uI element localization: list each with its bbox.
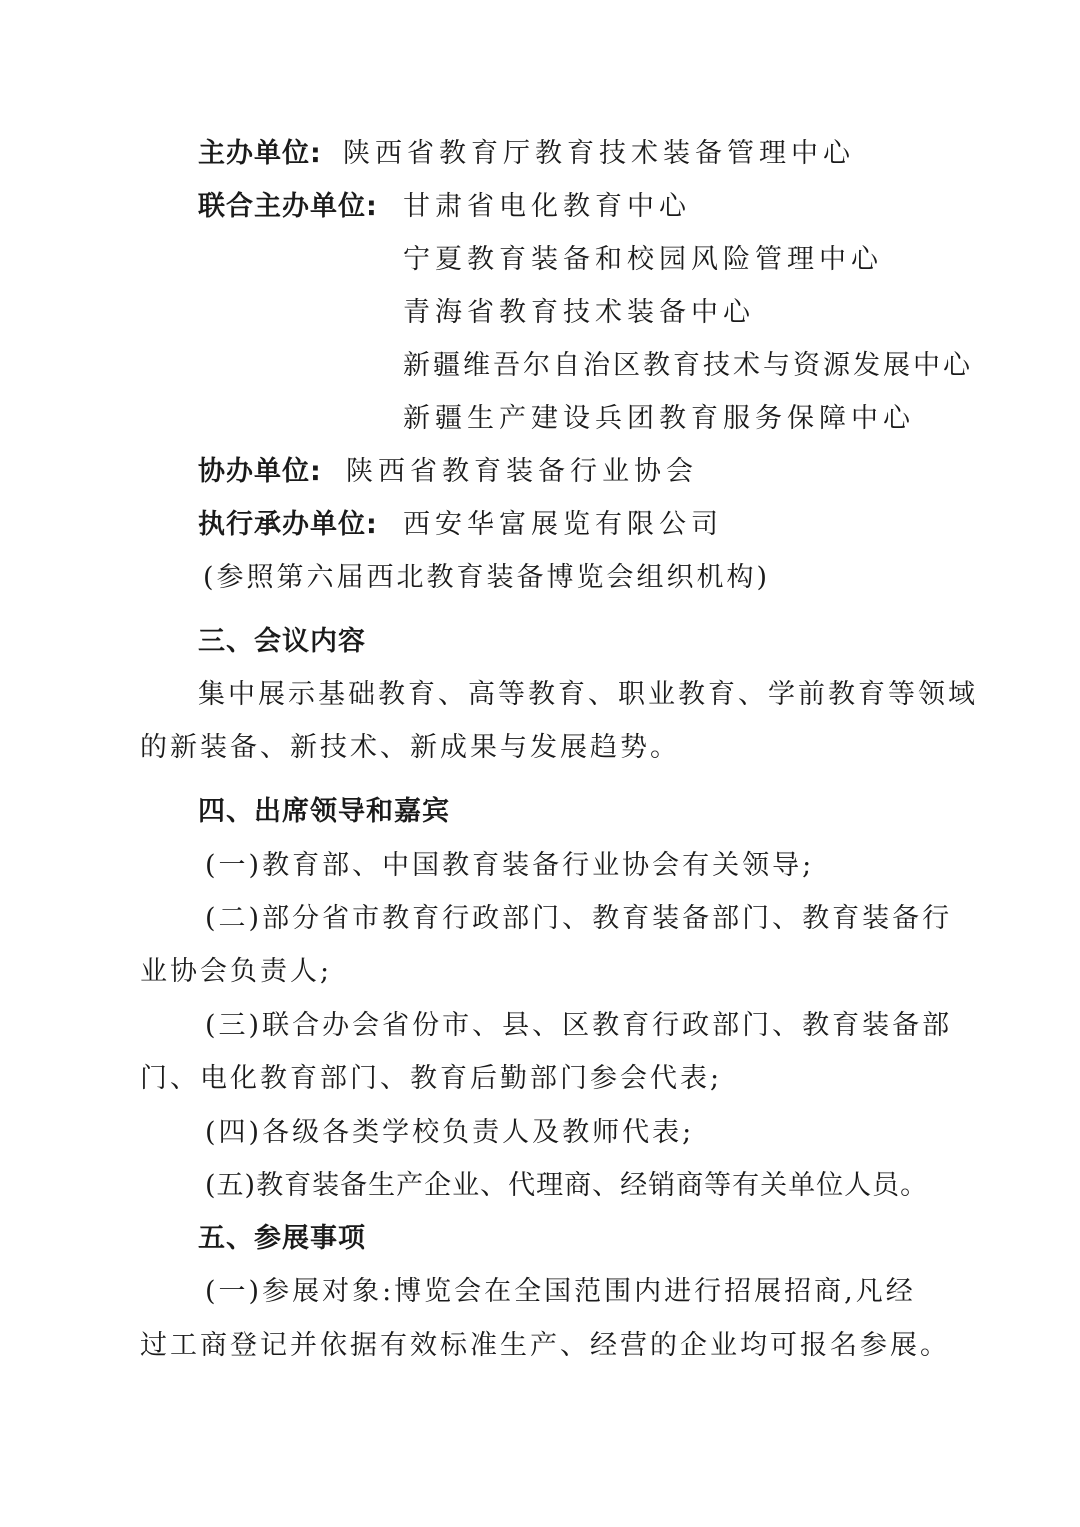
section-heading: 三、会议内容 — [198, 626, 366, 657]
co-hosts-label: 联合主办单位: — [198, 191, 378, 222]
executor-value: 西安华富展览有限公司 — [403, 509, 723, 540]
list-item: (三)联合办会省份市、县、区教育行政部门、教育装备部 — [205, 1010, 953, 1041]
list-item: (二)部分省市教育行政部门、教育装备部门、教育装备行 — [205, 903, 953, 934]
organizers-note: (参照第六届西北教育装备博览会组织机构) — [203, 562, 771, 593]
co-host-item: 新疆生产建设兵团教育服务保障中心 — [403, 403, 915, 434]
list-item-continuation: 过工商登记并依据有效标准生产、经营的企业均可报名参展。 — [140, 1330, 950, 1361]
host-label: 主办单位: — [198, 138, 322, 169]
list-item: (一)参展对象:博览会在全国范围内进行招展招商,凡经 — [205, 1276, 916, 1307]
assisting-label: 协办单位: — [198, 456, 322, 487]
list-item-continuation: 业协会负责人; — [140, 956, 333, 987]
host-value: 陕西省教育厅教育技术装备管理中心 — [343, 138, 855, 169]
co-host-item: 新疆维吾尔自治区教育技术与资源发展中心 — [403, 350, 973, 381]
section-heading: 五、参展事项 — [198, 1223, 366, 1254]
executor-label: 执行承办单位: — [198, 509, 378, 540]
co-host-item: 宁夏教育装备和校园风险管理中心 — [403, 244, 883, 275]
assisting-value: 陕西省教育装备行业协会 — [346, 456, 698, 487]
co-host-item: 青海省教育技术装备中心 — [403, 297, 755, 328]
co-host-item: 甘肃省电化教育中心 — [403, 191, 691, 222]
list-item: (五)教育装备生产企业、代理商、经销商等有关单位人员。 — [205, 1170, 929, 1201]
list-item: (一)教育部、中国教育装备行业协会有关领导; — [205, 850, 815, 881]
paragraph-line: 集中展示基础教育、高等教育、职业教育、学前教育等领域 — [198, 679, 978, 710]
section-heading: 四、出席领导和嘉宾 — [198, 796, 450, 827]
list-item: (四)各级各类学校负责人及教师代表; — [205, 1117, 695, 1148]
paragraph-line: 的新装备、新技术、新成果与发展趋势。 — [140, 732, 680, 763]
list-item-continuation: 门、电化教育部门、教育后勤部门参会代表; — [140, 1063, 723, 1094]
